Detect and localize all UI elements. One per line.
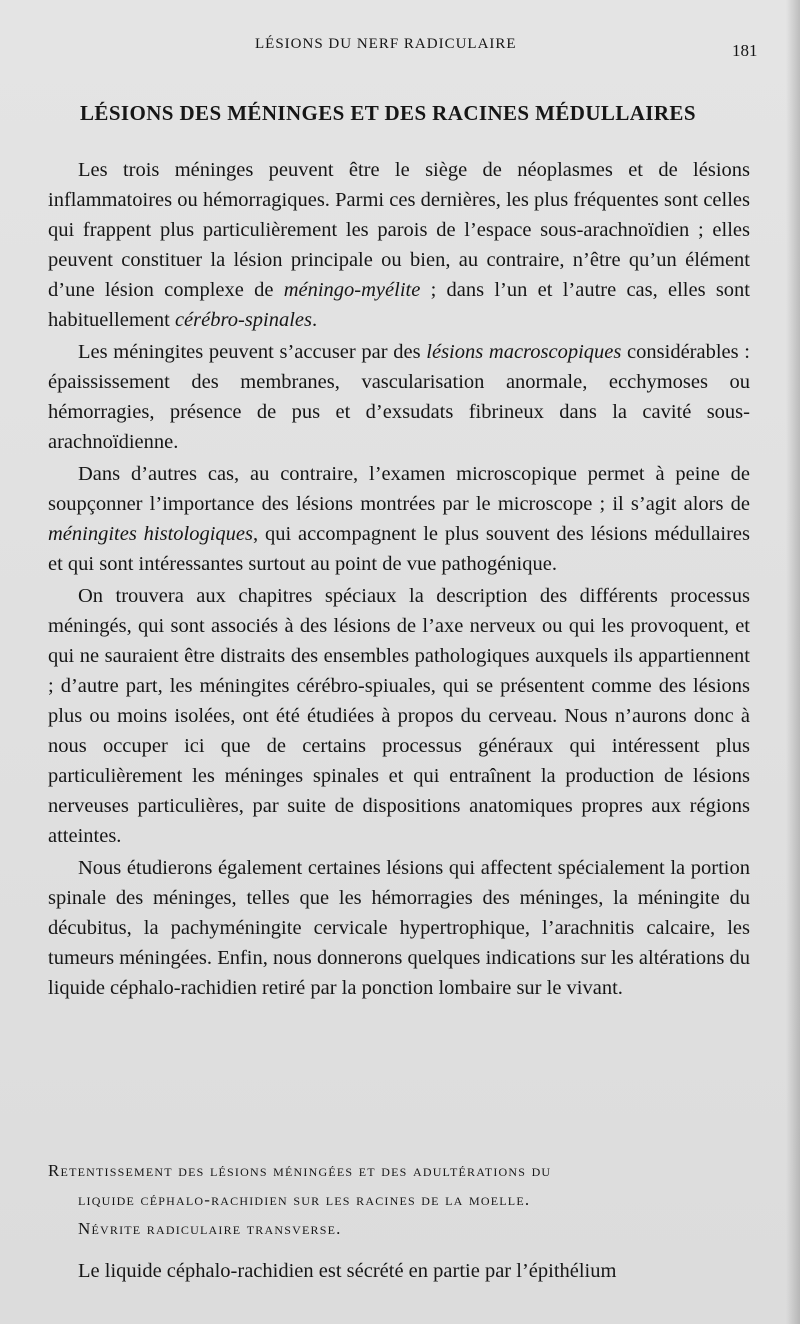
subsection-heading	[48, 1156, 752, 1243]
paragraph-text: Dans d’autres cas, au contraire, l’examen microscopique permet à peine de soupçonner l’importance des lésions montrées par le microscope ; il s’agit alors de	[48, 463, 750, 515]
section-title: LÉSIONS DES MÉNINGES ET DES RACINES MÉDULLAIRES	[80, 101, 696, 125]
paragraph-text: On trouvera aux chapitres spéciaux la description des différents processus méningés, qui sont associés à des lésions de l’axe nerveux ou qui les provoquent, et qui ne sauraient être distraits des ensembles pathologiques auxquels ils appartiennent ; d’autre part, les méningites cérébro-spiuales, qui se présentent comme des lésions plus ou moins isolées, ont été étudiées à propos du cerveau. Nous n’aurons donc à nous occuper ici que de certains processus généraux qui intéressent plus particulièrement les méninges spinales et qui entraînent la production de lésions nerveuses particulières, par suite de dispositions anatomiques propres aux régions atteintes.	[48, 585, 750, 847]
paragraph-1	[48, 155, 750, 335]
paragraph-text: considérables : épaississement des membranes, vascularisation anormale, ecchymoses ou hémorragies, présence de pus et d’exsudats fibrineux dans la cavité sous-arachnoïdienne.	[48, 341, 750, 453]
paragraph-2	[48, 337, 750, 457]
paragraph-text: Les méningites peuvent s’accuser par des	[78, 341, 427, 363]
paragraph-4	[48, 581, 750, 851]
body-text	[48, 155, 750, 1005]
subsection-heading-line-3: Névrite radiculaire transverse.	[78, 1219, 342, 1238]
paragraph-text: , qui accompagnent le plus souvent des lésions médullaires et qui sont intéressantes surtout au point de vue pathogénique.	[48, 523, 751, 575]
subsection-heading-line-2: liquide céphalo-rachidien sur les racines de la moelle.	[78, 1190, 531, 1209]
page-number: 181	[732, 41, 758, 60]
subsection-heading-line-1: Retentissement des lésions méningées et des adultérations du	[48, 1161, 552, 1180]
paragraph-text: ; dans l’un et l’autre cas, elles sont habituellement	[48, 279, 750, 331]
italic-term: cérébro-spinales	[174, 309, 312, 331]
italic-term: méningo-myélite	[283, 279, 421, 301]
paragraph-text: Les trois méninges peuvent être le siège de néoplasmes et de lésions inflammatoires ou hémorragiques. Parmi ces dernières, les plus fréquentes sont celles qui frappent plus particulièrement les parois de l’espace sous-arachnoïdien ; elles peuvent constituer la lésion principale ou bien, au contraire, n’être qu’un élément d’une lésion complexe de	[48, 159, 750, 301]
running-head: LÉSIONS DU NERF RADICULAIRE	[255, 36, 517, 52]
italic-term: lésions macroscopiques	[426, 341, 622, 363]
italic-term: méningites histologiques	[48, 523, 253, 545]
paragraph-6: Le liquide céphalo-rachidien est sécrété en partie par l’épithélium	[78, 1260, 617, 1282]
paragraph-3	[48, 459, 750, 579]
paragraph-text: Nous étudierons également certaines lésions qui affectent spécialement la portion spinale des méninges, telles que les hémorragies des méninges, la méningite du décubitus, la pachyméningite cervicale hypertrophique, l’arachnitis calcaire, les tumeurs méningées. Enfin, nous donnerons quelques indications sur les altérations du liquide céphalo-rachidien retiré par la ponction lombaire sur le vivant.	[48, 857, 750, 999]
page-edge-shadow	[786, 0, 800, 1324]
paragraph-text: .	[311, 309, 318, 331]
paragraph-5	[48, 853, 750, 1003]
